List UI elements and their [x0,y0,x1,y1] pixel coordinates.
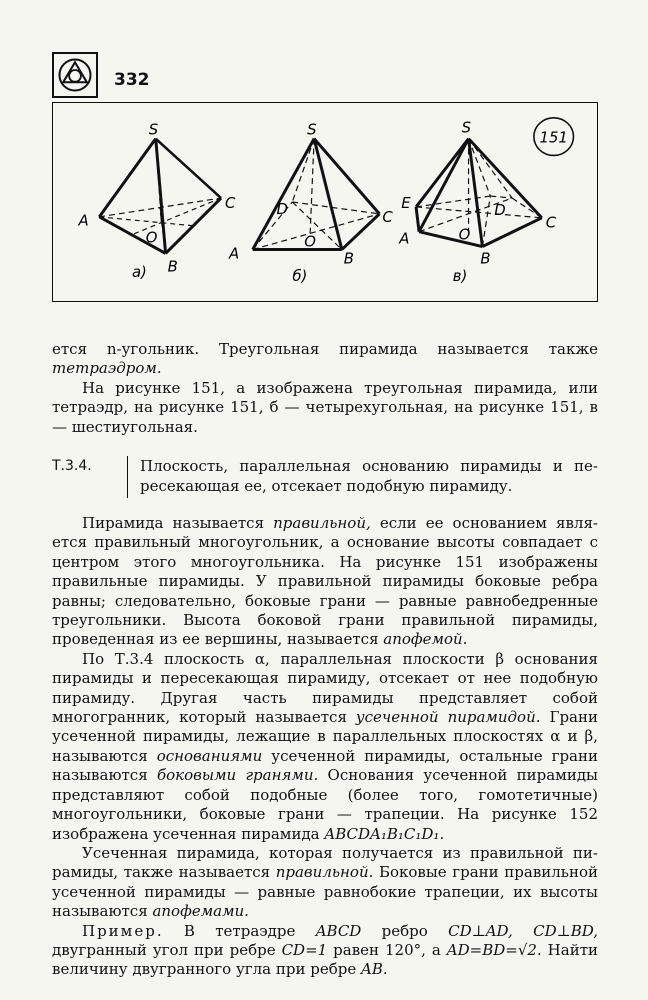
label-a-B: B [167,257,178,276]
pyramid-c [416,139,542,247]
label-b-O: O [304,232,316,251]
label-c-A: A [399,229,410,248]
caption-c: в) [452,267,468,286]
page-number: 332 [114,70,150,90]
label-b-B: B [343,249,354,268]
label-b-D: D [276,199,288,218]
term-tetrahedron: тетраэдром. [52,359,162,378]
pyramids-diagram [53,103,597,301]
body-text [52,514,598,980]
theorem-id: Т.3.4. [52,458,92,474]
label-c-C: C [545,213,557,232]
label-a-C: C [225,193,236,212]
label-b-S: S [307,120,317,139]
theorem-block [52,456,598,500]
circle-triangle-logo-icon [52,52,98,98]
label-b-C: C [382,207,393,226]
caption-b: б) [292,267,308,286]
paragraph-1: ется n-угольник. Треугольная пирамида называется также тетраэдром. [52,340,598,378]
figure-151 [52,102,598,302]
formula-truncated-pyramid: ABCDA₁B₁C₁D₁. [324,824,445,843]
label-c-B: B [480,249,491,268]
pyramid-a [99,139,221,254]
label-c-E: E [401,193,411,212]
label-b-A: A [228,244,240,263]
theorem-divider [127,456,128,498]
theorem-text: Плоскость, параллельная основанию пирамиды и пересекающая ее, отсекает подобную пирамиду. [140,457,598,495]
label-a-S: S [148,120,159,139]
caption-a: а) [131,263,147,282]
label-a-A: A [78,211,89,230]
label-c-S: S [461,118,472,137]
paragraph-5: Усеченная пирамида, которая получается из правильной пирамиды, также называется правильной. Боковые грани правильной усеченной пирамиды — равные равнобокие трапеции, их высоты называются апофемами. [52,843,598,921]
intro-text [52,340,598,437]
figure-number-text: 151 [539,128,568,147]
label-a-O: O [145,228,158,247]
label-c-O: O [458,225,471,244]
label-c-D: D [494,200,506,219]
paragraph-6-example: Пример. В тетраэдре ABCD ребро CD⊥AD, CD⊥BD, двугранный угол при ребре CD=1 равен 120°, а AD=BD=√2. Найти величину двугранного угла при ребре AB. [52,921,598,979]
paragraph-3: Пирамида называется правильной, если ее основанием является правильный многоугольник, а основание высоты совпадает с центром этого многоугольника. На рисунке 151 изображены правильные пирамиды. У правильной пирамиды боковые ребра равны; следовательно, боковые грани — равные равнобедренные треугольники. Высота боковой грани правильной пирамиды, проведенная из ее вершины, называется апофемой. [52,514,598,649]
paragraph-4: По Т.3.4 плоскость α, параллельная плоскости β основания пирамиды и пересекающая пирамиду, отсекает от нее подобную пирамиду. Другая часть пирамиды представляет собой многогранник, который называется усеченной пирамидой. Грани усеченной пирамиды, лежащие в параллельных плоскостях α и β, называются основаниями усеченной пирамиды, остальные грани называются боковыми гранями. Основания усеченной пирамиды представляют собой подобные (более того, гомотетичные) многоугольники, боковые грани — трапеции. На рисунке 152 изображена усеченная пирамида ABCDA₁B₁C₁D₁. [52,649,598,843]
pyramid-b [253,139,380,250]
paragraph-2: На рисунке 151, а изображена треугольная пирамида, или тетраэдр, на рисунке 151, б — четырехугольная, на рисунке 151, в — шестиугольная. [52,378,598,436]
example-label: Пример. [82,921,164,940]
